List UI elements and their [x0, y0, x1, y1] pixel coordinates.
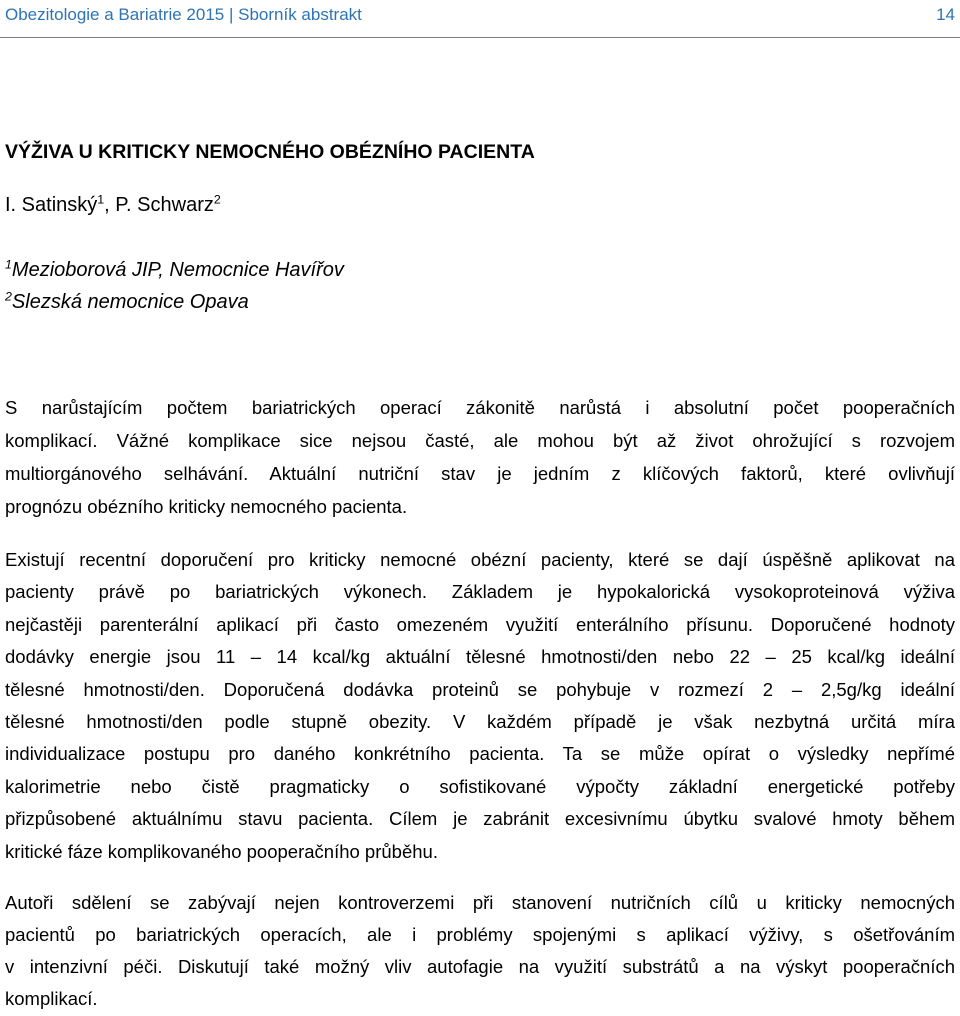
- text-line: pacientů po bariatrických operacích, ale i problémy spojenými s aplikací výživy, s ošetřováním: [5, 924, 955, 945]
- text-line: multiorgánového selhávání. Aktuální nutriční stav je jedním z klíčových faktorů, které ovlivňují: [5, 463, 955, 484]
- text-line: pacienty právě po bariatrických výkonech. Základem je hypokalorická vysokoproteinová výživa: [5, 581, 955, 603]
- text-line: S narůstajícím počtem bariatrických operací zákonitě narůstá i absolutní počet pooperačních: [5, 397, 955, 418]
- text-line: Existují recentní doporučení pro kriticky nemocné obézní pacienty, které se dají úspěšně aplikovat na: [5, 549, 955, 570]
- header-divider: [0, 37, 960, 38]
- text-line: Autoři sdělení se zabývají nejen kontroverzemi při stanovení nutričních cílů u kriticky nemocných: [5, 892, 955, 913]
- author-affiliation-ref: 1: [97, 192, 105, 207]
- page-number: 14: [936, 5, 955, 24]
- text-line: komplikací.: [5, 988, 98, 1009]
- text-line: kritické fáze komplikovaného pooperačního průběhu.: [5, 840, 438, 862]
- author-separator: ,: [104, 194, 116, 216]
- author-name: P. Schwarz: [115, 194, 214, 216]
- text-line: individualizace postupu pro daného konkrétního pacienta. Ta se může opírat o výsledky nepřímé: [5, 743, 955, 765]
- abstract-paragraph-1: [5, 391, 955, 523]
- abstract-paragraph-2: [5, 544, 955, 868]
- text-line: v intenzivní péči. Diskutují také možný vliv autofagie na využití substrátů a na výskyt pooperačních: [5, 956, 955, 977]
- affiliation: [5, 289, 249, 315]
- text-line: tělesné hmotnosti/den. Doporučená dodávka proteinů se pohybuje v rozmezí 2 – 2,5g/kg ideální: [5, 678, 955, 700]
- affiliation: [5, 257, 344, 283]
- article-title: VÝŽIVA U KRITICKY NEMOCNÉHO OBÉZNÍHO PACIENTA: [5, 141, 535, 163]
- running-header-title: Obezitologie a Bariatrie 2015 | Sborník abstrakt: [5, 5, 362, 24]
- author-list: [5, 192, 221, 218]
- affiliation-text: Slezská nemocnice Opava: [11, 291, 249, 313]
- text-line: přizpůsobené aktuálnímu stavu pacienta. Cílem je zabránit excesivnímu úbytku svalové hmoty během: [5, 808, 955, 830]
- text-line: prognózu obézního kriticky nemocného pacienta.: [5, 496, 408, 517]
- text-line: dodávky energie jsou 11 – 14 kcal/kg aktuální tělesné hmotnosti/den nebo 22 – 25 kcal/kg ideální: [5, 646, 955, 668]
- text-line: kalorimetrie nebo čistě pragmaticky o sofistikované výpočty základní energetické potřeby: [5, 775, 955, 797]
- text-line: komplikací. Vážné komplikace sice nejsou časté, ale mohou být až život ohrožující s rozvojem: [5, 430, 955, 451]
- affiliation-ref: 2: [5, 289, 12, 304]
- abstract-paragraph-3: [5, 887, 955, 1015]
- affiliation-text: Mezioborová JIP, Nemocnice Havířov: [11, 259, 344, 281]
- text-line: nejčastěji parenterální aplikací při často omezeném využití enterálního přísunu. Doporučené hodnoty: [5, 613, 955, 635]
- author-name: I. Satinský: [5, 194, 98, 216]
- affiliation-ref: 1: [5, 257, 12, 272]
- text-line: tělesné hmotnosti/den podle stupně obezity. V každém případě je však nezbytná určitá míra: [5, 711, 955, 733]
- author-affiliation-ref: 2: [213, 192, 221, 207]
